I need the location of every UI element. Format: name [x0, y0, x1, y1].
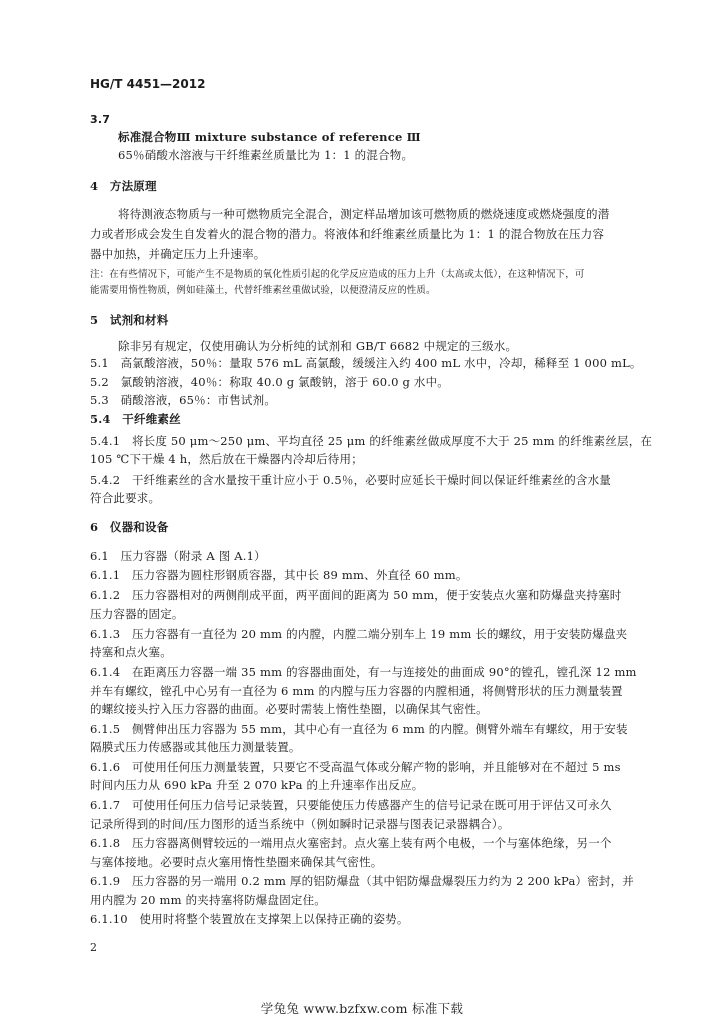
clause-line: 5.4.1 将长度 50 μm～250 μm、平均直径 25 μm 的纤维素丝做成厚度不大于 25 mm 的纤维素丝层，在: [90, 434, 653, 448]
clause-heading: 5.4 干纤维素丝: [90, 412, 181, 426]
clause-line: 6.1.3 压力容器有一直径为 20 mm 的内膛，内膛二端分别车上 19 mm 长的螺纹，用于安装防爆盘夹: [90, 627, 628, 641]
clause-line: 时间内压力从 690 kPa 升至 2 070 kPa 的上升速率作出反应。: [90, 778, 424, 792]
clause-line: 符合此要求。: [90, 491, 161, 505]
paragraph-line: 器中加热，并确定压力上升速率。: [90, 247, 266, 261]
clause-line: 并车有螺纹，镗孔中心另有一直径为 6 mm 的内膛与压力容器的内膛相通，将侧臂形状的压力测量装置: [90, 684, 623, 698]
paragraph-line: 将待测液态物质与一种可燃物质完全混合，测定样品增加该可燃物质的燃烧速度或燃烧强度的潜: [118, 207, 610, 221]
section-heading: 6 仪器和设备: [90, 520, 169, 534]
clause-line: 6.1.8 压力容器离侧臂较远的一端用点火塞密封。点火塞上装有两个电极，一个与塞体绝缘，另一个: [90, 836, 612, 850]
clause-line: 6.1.6 可使用任何压力测量装置，只要它不受高温气体或分解产物的影响，并且能够对在不超过 5 ms: [90, 760, 621, 774]
clause-line: 6.1.9 压力容器的另一端用 0.2 mm 厚的铝防爆盘（其中铝防爆盘爆裂压力约为 2 200 kPa）密封，并: [90, 874, 635, 888]
clause-line: 隔膜式压力传感器或其他压力测量装置。: [90, 740, 301, 754]
clause-line: 105 ℃下干燥 4 h，然后放在干燥器内冷却后待用；: [90, 452, 363, 466]
section-heading: 4 方法原理: [90, 179, 157, 193]
clause-line: 6.1.7 可使用任何压力信号记录装置，只要能使压力传感器产生的信号记录在既可用于评估又可永久: [90, 798, 612, 812]
paragraph-line: 力或者形成会发生自发着火的混合物的潜力。将液体和纤维素丝质量比为 1：1 的混合物放在压力容: [90, 227, 605, 241]
clause-line: 与塞体接地。必要时点火塞用惰性垫圈来确保其气密性。: [90, 855, 383, 869]
clause-line: 5.4.2 干纤维素丝的含水量按干重计应小于 0.5％，必要时应延长干燥时间以保证纤维素丝的含水量: [90, 473, 612, 487]
section-heading: 5 试剂和材料: [90, 313, 169, 327]
term-title: 标准混合物Ⅲ mixture substance of reference Ⅲ: [118, 130, 421, 144]
clause-line: 5.1 高氯酸溶液，50％：量取 576 mL 高氯酸，缓缓注入约 400 mL 水中，冷却，稀释至 1 000 mL。: [90, 356, 642, 370]
clause-line: 的螺纹接头拧入压力容器的曲面。必要时需装上惰性垫圈，以确保其气密性。: [90, 702, 488, 716]
clause-heading: 3.7: [90, 113, 111, 126]
clause-line: 6.1.10 使用时将整个装置放在支撑架上以保持正确的姿势。: [90, 912, 409, 926]
standard-number: HG/T 4451—2012: [90, 77, 206, 91]
clause-line: 6.1.1 压力容器为圆柱形钢质容器，其中长 89 mm、外直径 60 mm。: [90, 568, 468, 582]
clause-line: 用内膛为 20 mm 的夹持塞将防爆盘固定住。: [90, 893, 327, 907]
note-line: 能需要用惰性物质，例如硅藻土，代替纤维素丝重做试验，以便澄清反应的性质。: [90, 285, 436, 296]
footer-watermark[interactable]: 学兔兔 www.bzfxw.com 标准下载: [260, 1001, 464, 1016]
clause-line: 6.1.5 侧臂伸出压力容器为 55 mm，其中心有一直径为 6 mm 的内膛。侧臂外端车有螺纹，用于安装: [90, 722, 628, 736]
clause-heading: 6.1 压力容器（附录 A 图 A.1）: [90, 549, 266, 563]
paragraph-line: 65％硝酸水溶液与干纤维素丝质量比为 1：1 的混合物。: [118, 148, 414, 162]
clause-line: 5.3 硝酸溶液，65％：市售试剂。: [90, 393, 277, 407]
page-number: 2: [90, 941, 97, 954]
clause-line: 记录所得到的时间/压力图形的适当系统中（例如瞬时记录器与图表记录器耦合）。: [90, 817, 510, 831]
clause-line: 6.1.2 压力容器相对的两侧削成平面，两平面间的距离为 50 mm，便于安装点火塞和防爆盘夹持塞时: [90, 588, 622, 602]
clause-line: 6.1.4 在距离压力容器一端 35 mm 的容器曲面处，有一与连接处的曲面成 90°的镗孔，镗孔深 12 mm: [90, 665, 637, 679]
clause-line: 压力容器的固定。: [90, 607, 184, 621]
note-line: 注：在有些情况下，可能产生不是物质的氧化性质引起的化学反应造成的压力上升（太高或太低），在这种情况下，可: [90, 269, 585, 280]
paragraph-line: 除非另有规定，仅使用确认为分析纯的试剂和 GB/T 6682 中规定的三级水。: [118, 339, 518, 353]
clause-line: 5.2 氯酸钠溶液，40％：称取 40.0 g 氯酸钠，溶于 60.0 g 水中。: [90, 375, 449, 389]
clause-line: 持塞和点火塞。: [90, 645, 172, 659]
